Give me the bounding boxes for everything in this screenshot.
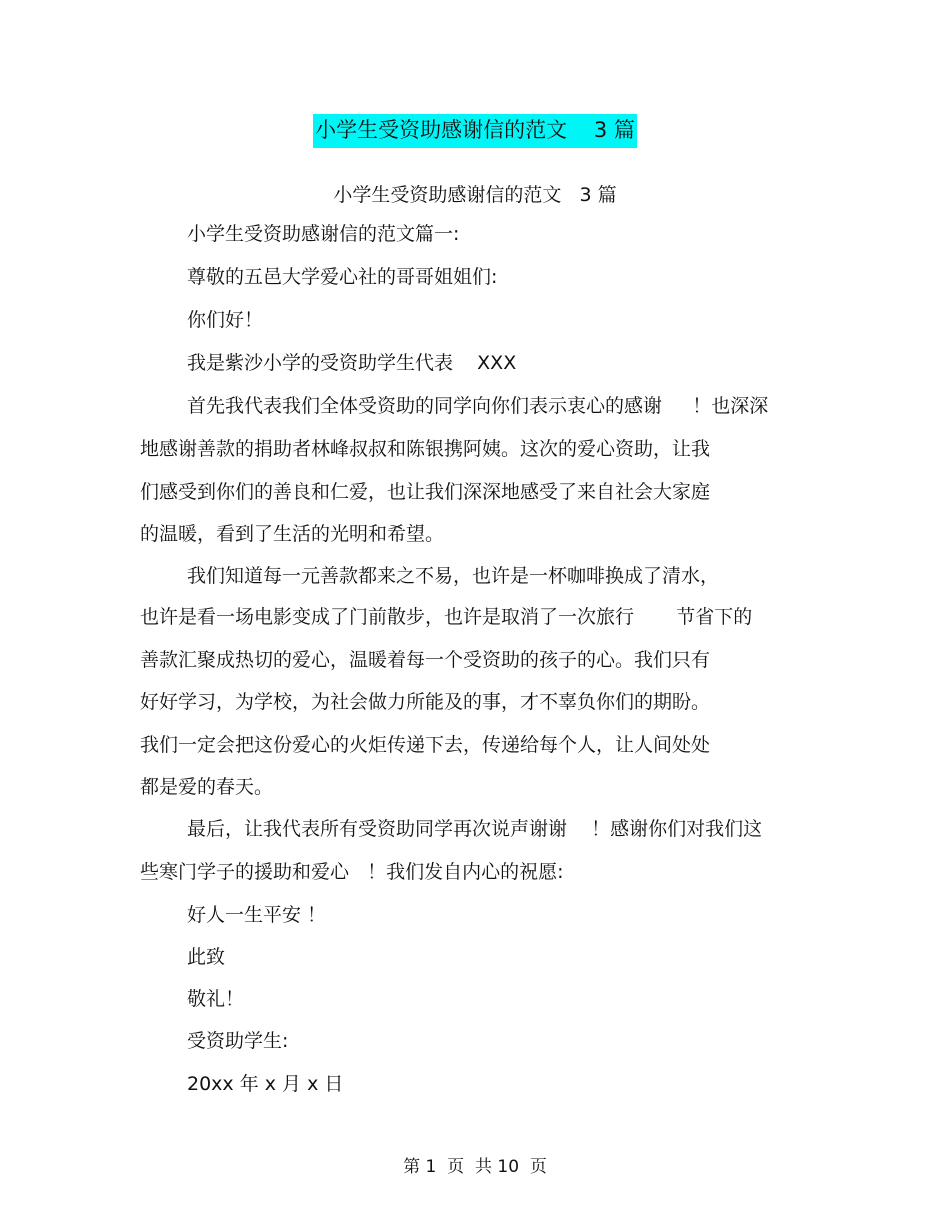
paragraph-line: 的温暖，看到了生活的光明和希望。 (140, 523, 445, 545)
paragraph-line: 们感受到你们的善良和仁爱，也让我们深深地感受了来自社会大家庭 (140, 481, 711, 503)
document-title (0, 114, 950, 148)
section-heading: 小学生受资助感谢信的范文篇一: (187, 223, 460, 245)
date: 20xx 年 x 月 x 日 (187, 1073, 344, 1095)
paragraph-line: 善款汇聚成热切的爱心，温暖着每一个受资助的孩子的心。我们只有 (140, 649, 711, 671)
paragraph-line: 我们一定会把这份爱心的火炬传递下去，传递给每个人，让人间处处 (140, 734, 711, 756)
paragraph-line: 些寒门学子的援助和爱心 ！我们发自内心的祝愿: (140, 861, 564, 883)
paragraph-line: 都是爱的春天。 (140, 776, 274, 798)
introduction: 我是紫沙小学的受资助学生代表 XXX (187, 352, 517, 374)
paragraph-line: 也许是看一场电影变成了门前散步，也许是取消了一次旅行 节省下的 (140, 606, 753, 628)
highlighted-title: 小学生受资助感谢信的范文 3 篇 (313, 114, 637, 148)
paragraph-line: 好好学习，为学校，为社会做力所能及的事，才不辜负你们的期盼。 (140, 691, 711, 713)
paragraph-line: 最后，让我代表所有受资助同学再次说声谢谢 ！感谢你们对我们这 (187, 818, 763, 840)
document-subtitle: 小学生受资助感谢信的范文 3 篇 (333, 184, 617, 206)
paragraph-line: 首先我代表我们全体受资助的同学向你们表示衷心的感谢 ！也深深 (187, 395, 769, 417)
closing-salute: 敬礼！ (187, 988, 245, 1010)
signature: 受资助学生: (187, 1030, 289, 1052)
closing-line: 此致 (187, 946, 226, 968)
paragraph-line: 我们知道每一元善款都来之不易，也许是一杯咖啡换成了清水， (187, 565, 720, 587)
blessing: 好人一生平安 ！ (187, 904, 327, 926)
salutation: 尊敬的五邑大学爱心社的哥哥姐姐们: (187, 266, 498, 288)
greeting: 你们好！ (187, 309, 264, 331)
paragraph-line: 地感谢善款的捐助者林峰叔叔和陈银携阿姨。这次的爱心资助，让我 (140, 438, 711, 460)
page-number: 第 1 页 共 10 页 (403, 1157, 547, 1177)
